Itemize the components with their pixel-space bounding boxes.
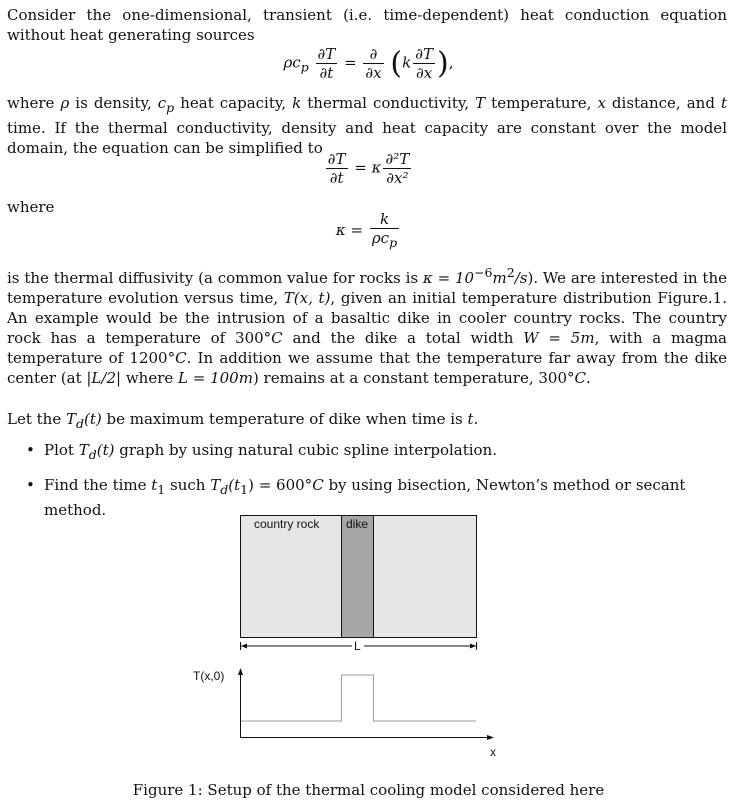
- x-axis-label: x: [490, 745, 496, 759]
- eq2-dx2: ∂x²: [386, 169, 409, 187]
- task2-sub: d: [220, 482, 229, 497]
- eq1-comma: ,: [448, 53, 454, 72]
- T-axis-label: T(x,0): [193, 669, 225, 683]
- intro-text: Consider the one-dimensional, transient (i.e. time-dependent) heat conduction equation without heat generating sources: [7, 6, 727, 44]
- figure-caption: [0, 781, 737, 799]
- eq1-k: k: [402, 53, 412, 72]
- let-text-c: .: [473, 410, 479, 428]
- diff-unit: m: [492, 269, 507, 287]
- diff-text-a: is the thermal diffusivity (a common value for rocks is: [7, 269, 423, 287]
- dike-region: [342, 516, 374, 638]
- diff-text-g: where: [121, 369, 179, 387]
- let-t-paren: (t): [84, 410, 102, 428]
- diff-C2: C: [175, 349, 187, 367]
- eq2-dT: ∂T: [327, 150, 346, 168]
- diff-W: W = 5m: [523, 329, 595, 347]
- initial-temperature-profile: [241, 675, 476, 721]
- def-rho: ρ: [60, 94, 70, 112]
- let-text-a: Let the: [7, 410, 66, 428]
- task1-a: Plot: [44, 441, 79, 459]
- bullet-icon: •: [26, 441, 35, 459]
- diff-unit-tail: /s: [514, 269, 528, 287]
- let-text-b: be maximum temperature of dike when time is: [101, 410, 468, 428]
- task2-c: (t: [228, 476, 241, 494]
- eq1-dx: ∂x: [365, 64, 382, 82]
- task2-a: Find the time: [44, 476, 152, 494]
- eq1-dx2: ∂x: [416, 64, 433, 82]
- eq1-dT: ∂T: [317, 45, 336, 63]
- def-T: T: [475, 94, 486, 112]
- diff-text-i: .: [585, 369, 591, 387]
- eq1-paren-open: (: [390, 46, 403, 81]
- task2-Td: T: [210, 476, 221, 494]
- country-rock-label: country rock: [254, 517, 320, 531]
- bullet-icon: •: [26, 476, 35, 494]
- task2-t1: t: [151, 476, 158, 494]
- diff-text-c: , given an initial temperature distribution Figure.1. An example would be the intrusion of a basaltic dike in cooler country rocks. The country rock has a temperature of 300°: [7, 289, 727, 347]
- diff-Txt: T(x, t): [283, 289, 331, 307]
- task2-d: ) = 600°: [248, 476, 313, 494]
- eq2-dt: ∂t: [329, 169, 344, 187]
- T-axis-arrow-icon: [238, 668, 243, 675]
- eq2-equals-kappa: = κ: [354, 158, 382, 177]
- task1-Td: T: [78, 441, 89, 459]
- let-time: t: [467, 410, 474, 428]
- eq1-d: ∂: [363, 45, 383, 64]
- def-x: x: [597, 94, 606, 112]
- eq3-rho: ρc: [371, 229, 390, 247]
- diff-text-h: ) remains at a constant temperature, 300°: [252, 369, 575, 387]
- diff-kappa: κ = 10: [422, 269, 475, 287]
- eq1-paren-close: ): [437, 46, 449, 81]
- L-label: L: [354, 639, 361, 653]
- dike-label: dike: [346, 517, 369, 531]
- diff-L2: |L/2|: [86, 369, 122, 387]
- diff-text-d: and the dike a total width: [282, 329, 524, 347]
- eq3-kappa: κ =: [335, 221, 364, 239]
- def-text-e: temperature,: [485, 94, 598, 112]
- diff-text-f: . In addition we assume that the temperature far away from the dike center (at: [7, 349, 727, 387]
- task2-C: C: [312, 476, 324, 494]
- def-text-f: distance, and: [605, 94, 721, 112]
- def-text-g: time. If the thermal conductivity, density and heat capacity are constant over the model domain, the equation can be simplified to: [7, 119, 727, 157]
- figure-caption-text: Figure 1: Setup of the thermal cooling model considered here: [132, 781, 605, 799]
- eq1-rho-cp: ρc: [283, 53, 301, 72]
- eq1-dt: ∂t: [319, 64, 334, 82]
- diff-C3: C: [574, 369, 586, 387]
- diff-L: L = 100m: [178, 369, 253, 387]
- eq3-k: k: [370, 210, 399, 229]
- eq1-equals: =: [344, 53, 357, 72]
- diff-C1: C: [271, 329, 283, 347]
- let-Td: T: [65, 410, 76, 428]
- task1-c: graph by using natural cubic spline interpolation.: [114, 441, 498, 459]
- x-axis-arrow-icon: [487, 735, 494, 740]
- task1-sub: d: [88, 447, 97, 462]
- def-text-d: thermal conductivity,: [301, 94, 476, 112]
- task1-b: (t): [96, 441, 115, 459]
- where2-text: where: [7, 198, 55, 216]
- def-text-b: is density,: [69, 94, 158, 112]
- def-text-c: heat capacity,: [174, 94, 293, 112]
- eq1-dT2: ∂T: [415, 45, 433, 63]
- def-cp-sub: p: [166, 100, 175, 115]
- def-text-a: where: [7, 94, 61, 112]
- def-cp: c: [157, 94, 167, 112]
- let-Td-sub: d: [75, 416, 84, 431]
- task2-b: such: [165, 476, 211, 494]
- diff-text-e: , with a magma temperature of 1200°: [7, 329, 727, 367]
- def-t: t: [720, 94, 727, 112]
- task2-e: by using bisection, Newton’s method or secant method.: [44, 476, 686, 519]
- eq1-cp-sub: p: [300, 59, 309, 75]
- diff-exp: −6: [474, 265, 493, 280]
- def-k: k: [292, 94, 302, 112]
- L-arrow-right-icon: [470, 644, 476, 649]
- eq2-d2T: ∂²T: [385, 150, 410, 168]
- diff-text-b: ). We are interested in the temperature evolution versus time,: [7, 269, 727, 307]
- eq3-rho-sub: p: [389, 235, 398, 250]
- task2-t1sub: 1: [157, 482, 166, 497]
- diff-unit-exp: 2: [506, 265, 515, 280]
- task2-c-sub: 1: [240, 482, 249, 497]
- L-arrow-left-icon: [241, 644, 247, 649]
